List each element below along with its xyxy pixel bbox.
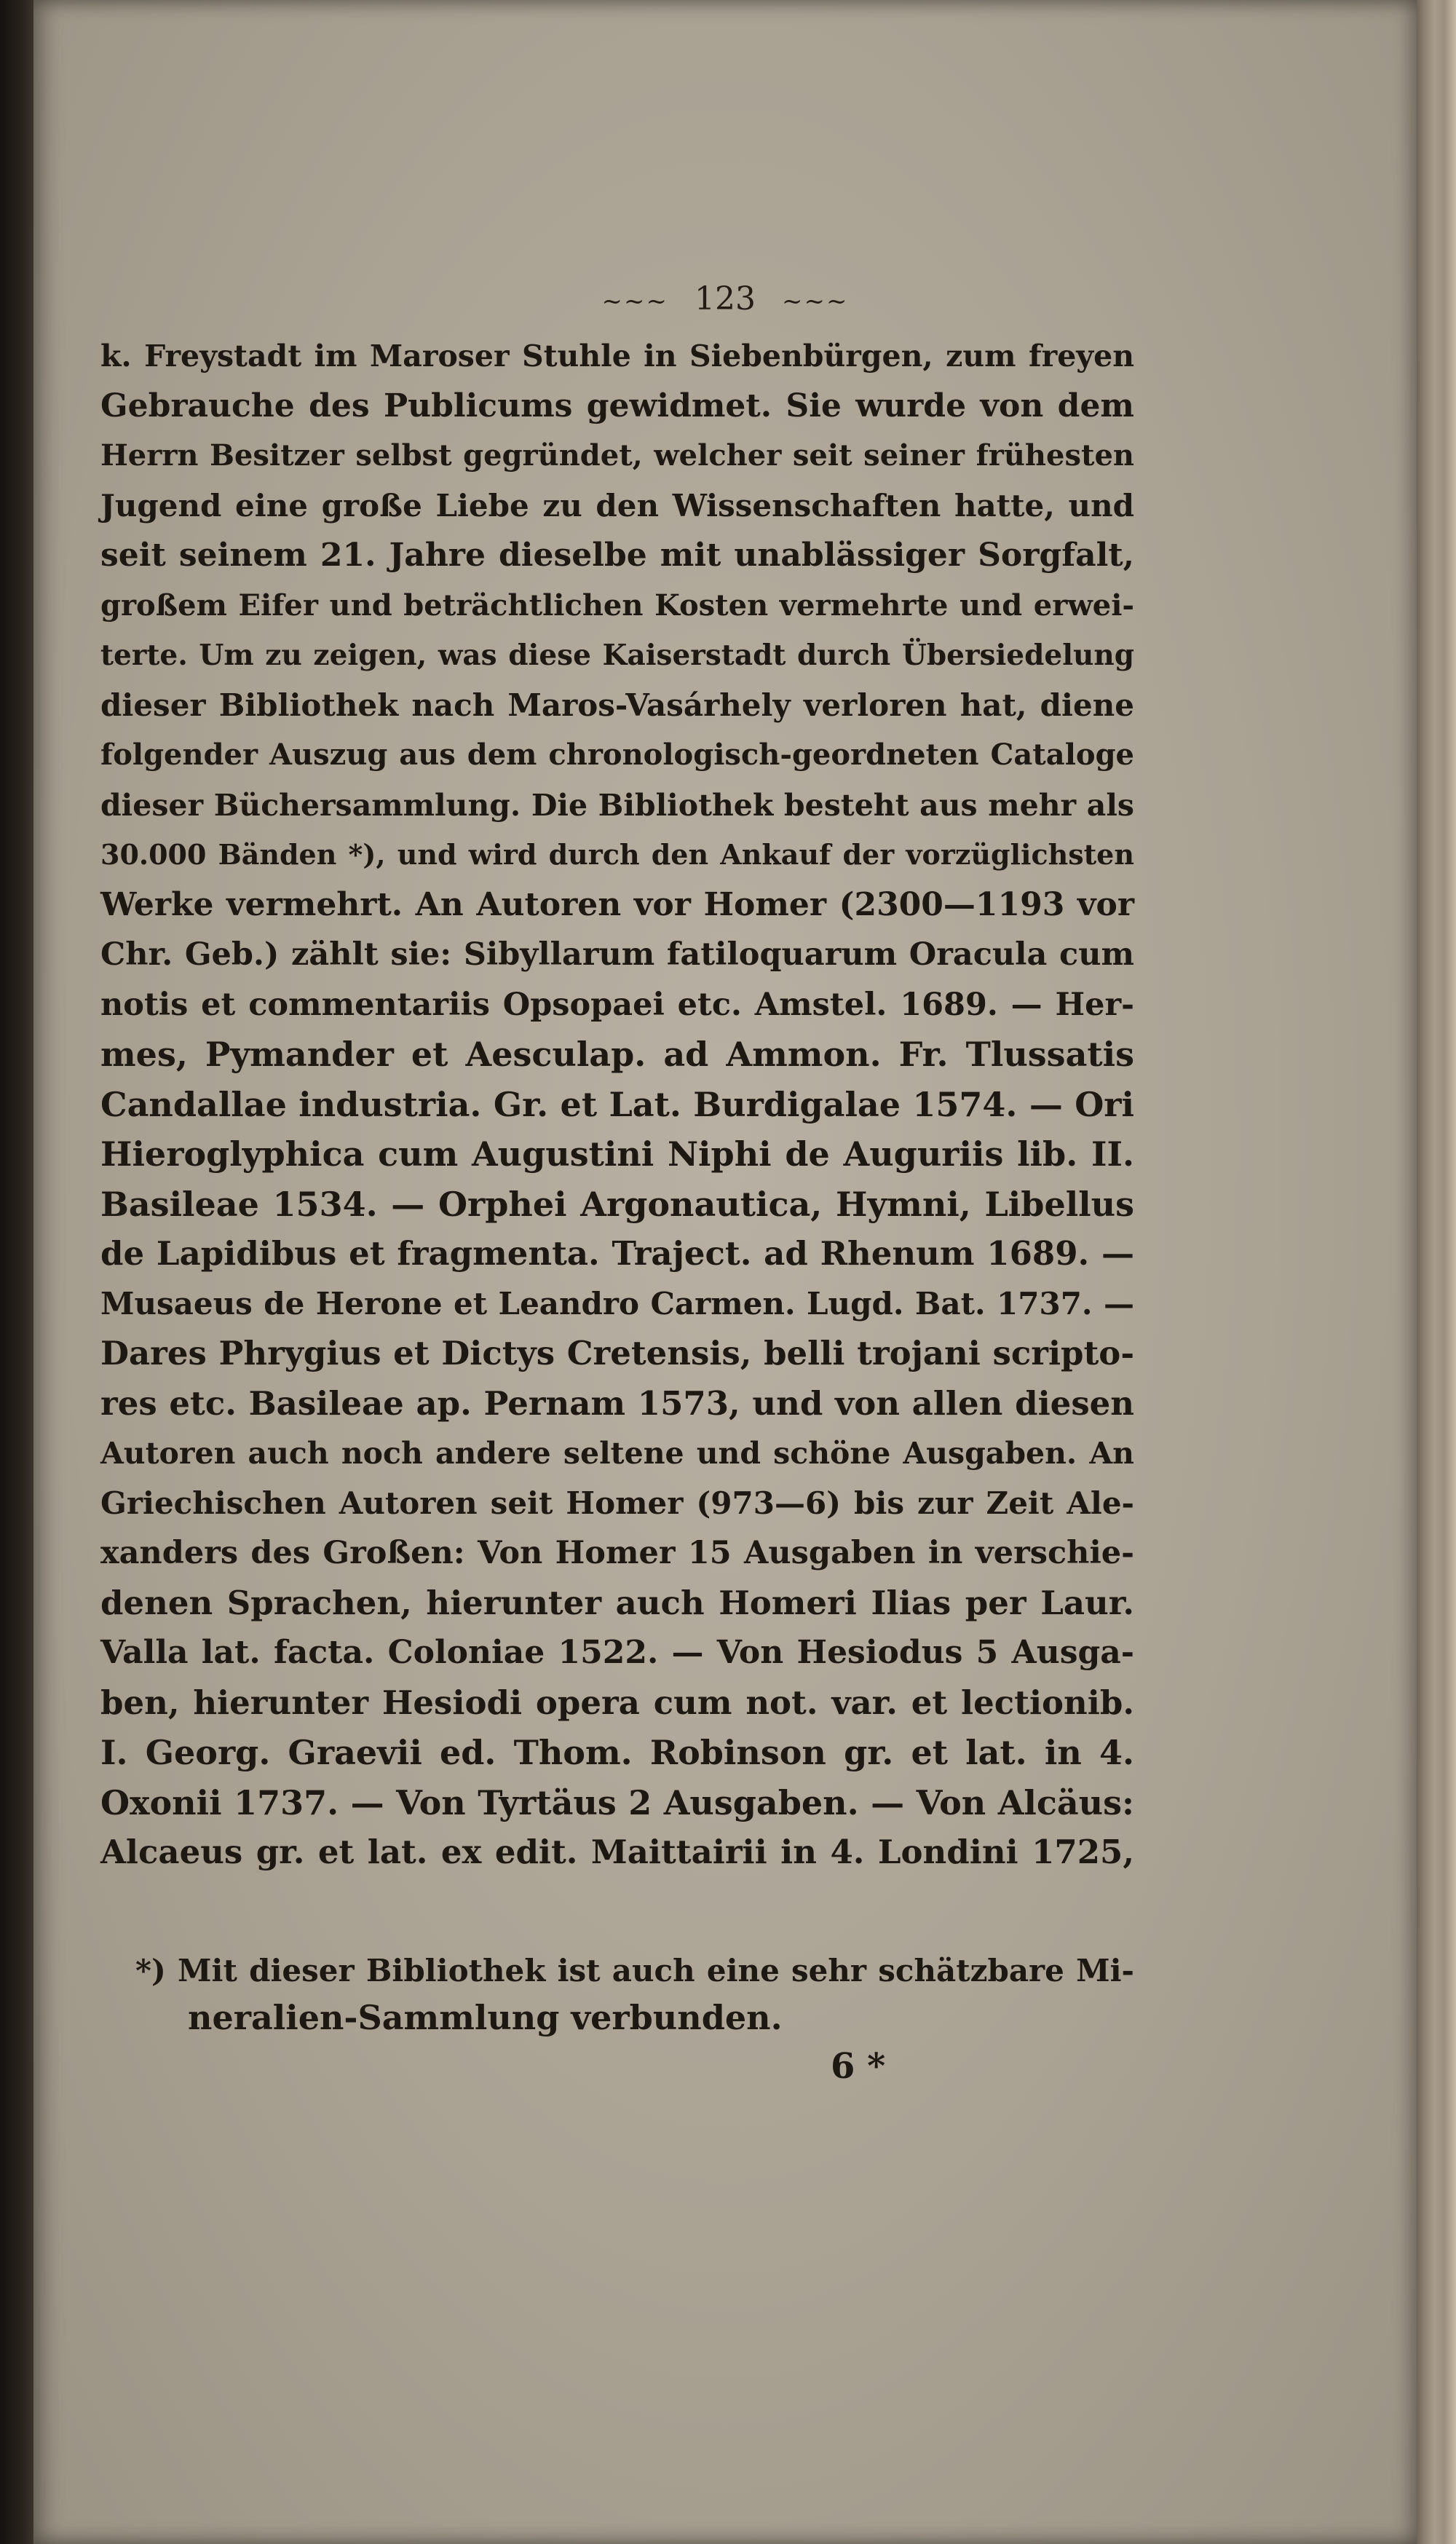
signature-mark: 6 * bbox=[831, 2046, 886, 2087]
text-line: denen Sprachen, hierunter auch Homeri Ilias per Laur. bbox=[100, 1583, 1134, 1622]
text-line: dieser Bibliothek nach Maros-Vasárhely verloren hat, diene bbox=[100, 687, 1134, 723]
text-line: Oxonii 1737. — Von Tyrtäus 2 Ausgaben. — Von Alcäus: bbox=[100, 1782, 1134, 1822]
text-line: Alcaeus gr. et lat. ex edit. Maittairii in 4. Londini 1725, bbox=[100, 1833, 1134, 1871]
text-line: dieser Büchersammlung. Die Bibliothek besteht aus mehr als bbox=[100, 787, 1134, 823]
text-line: k. Freystadt im Maroser Stuhle in Siebenbürgen, zum freyen bbox=[100, 339, 1134, 374]
text-line: res etc. Basileae ap. Pernam 1573, und von allen diesen bbox=[100, 1383, 1134, 1423]
scan-edge-left bbox=[0, 0, 33, 2544]
body-text bbox=[100, 331, 1134, 1878]
text-line: notis et commentariis Opsopaei etc. Amstel. 1689. — Her- bbox=[100, 986, 1134, 1023]
text-line: Valla lat. facta. Coloniae 1522. — Von Hesiodus 5 Ausga- bbox=[100, 1634, 1134, 1671]
text-line: Basileae 1534. — Orphei Argonautica, Hymni, Libellus bbox=[100, 1184, 1134, 1224]
text-line: folgender Auszug aus dem chronologisch-geordneten Cataloge bbox=[100, 738, 1134, 772]
page-number: 123 bbox=[695, 280, 756, 317]
text-line: ben, hierunter Hesiodi opera cum not. var. et lectionib. bbox=[100, 1683, 1134, 1722]
text-line: großem Eifer und beträchtlichen Kosten vermehrte und erwei- bbox=[100, 588, 1134, 623]
text-line: Herrn Besitzer selbst gegründet, welcher seit seiner frühesten bbox=[100, 438, 1134, 473]
footnote bbox=[135, 1948, 1134, 2041]
page-header bbox=[33, 280, 1417, 317]
text-line: Jugend eine große Liebe zu den Wissenschaften hatte, und bbox=[100, 487, 1134, 524]
header-ornament-left: ~~~ bbox=[601, 286, 668, 316]
text-line: Gebrauche des Publicums gewidmet. Sie wurde von dem bbox=[100, 387, 1134, 424]
header-ornament-right: ~~~ bbox=[781, 286, 849, 316]
text-line: Autoren auch noch andere seltene und schöne Ausgaben. An bbox=[100, 1436, 1134, 1471]
footnote-line: *) Mit dieser Bibliothek ist auch eine sehr schätzbare Mi- bbox=[135, 1953, 1134, 1988]
text-line: de Lapidibus et fragmenta. Traject. ad Rhenum 1689. — bbox=[100, 1234, 1134, 1273]
text-line: terte. Um zu zeigen, was diese Kaiserstadt durch Übersiedelung bbox=[100, 639, 1134, 672]
text-line: I. Georg. Graevii ed. Thom. Robinson gr. et lat. in 4. bbox=[100, 1733, 1134, 1772]
text-line: Griechischen Autoren seit Homer (973—6) bis zur Zeit Ale- bbox=[100, 1485, 1134, 1521]
text-line: Chr. Geb.) zählt sie: Sibyllarum fatiloquarum Oracula cum bbox=[100, 936, 1134, 973]
text-line: Werke vermehrt. An Autoren vor Homer (2300—1193 vor bbox=[100, 885, 1134, 923]
footnote-line: neralien-Sammlung verbunden. bbox=[188, 1998, 783, 2037]
page-edge-right bbox=[1417, 0, 1456, 2544]
text-line: xanders des Großen: Von Homer 15 Ausgaben in verschie- bbox=[100, 1535, 1134, 1571]
text-line: Dares Phrygius et Dictys Cretensis, belli trojani scripto- bbox=[100, 1334, 1134, 1372]
text-line: 30.000 Bänden *), und wird durch den Ankauf der vorzüglichsten bbox=[100, 838, 1134, 871]
text-line: seit seinem 21. Jahre dieselbe mit unablässiger Sorgfalt, bbox=[100, 537, 1134, 574]
text-line: Candallae industria. Gr. et Lat. Burdigalae 1574. — Ori bbox=[100, 1084, 1134, 1124]
text-line: Musaeus de Herone et Leandro Carmen. Lugd. Bat. 1737. — bbox=[100, 1285, 1134, 1322]
text-line: Hieroglyphica cum Augustini Niphi de Auguriis lib. II. bbox=[100, 1134, 1134, 1174]
book-page bbox=[33, 0, 1417, 2544]
text-line: mes, Pymander et Aesculap. ad Ammon. Fr. Tlussatis bbox=[100, 1035, 1134, 1074]
